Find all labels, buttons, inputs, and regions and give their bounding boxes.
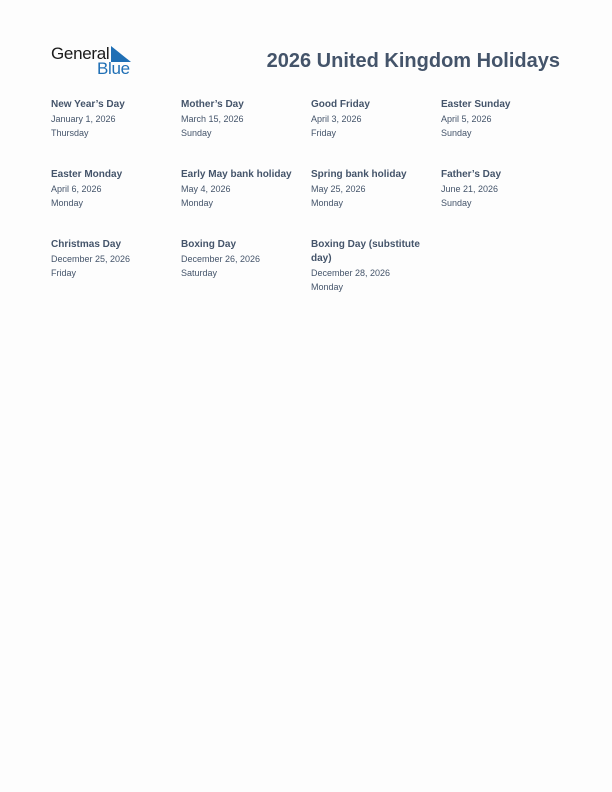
holiday-weekday: Friday [51, 268, 77, 278]
logo-word-blue: Blue [97, 59, 130, 78]
holiday-weekday: Thursday [51, 128, 89, 138]
holiday-date: May 25, 2026 [311, 184, 366, 194]
holiday-name: Boxing Day [181, 239, 237, 250]
holiday-item [311, 98, 433, 140]
holiday-name: Early May bank holiday [181, 169, 292, 180]
holiday-item [311, 168, 433, 210]
holiday-weekday: Monday [311, 198, 344, 208]
generalblue-logo [51, 44, 133, 78]
holiday-name: Christmas Day [51, 239, 122, 250]
holiday-date: January 1, 2026 [51, 114, 116, 124]
holiday-date: April 3, 2026 [311, 114, 362, 124]
holiday-item [181, 238, 303, 280]
holiday-name: Boxing Day (substitute day) [311, 239, 420, 264]
holiday-weekday: Monday [51, 198, 84, 208]
holiday-weekday: Saturday [181, 268, 218, 278]
holiday-name: New Year’s Day [51, 99, 125, 110]
holiday-weekday: Sunday [181, 128, 212, 138]
holiday-date: December 28, 2026 [311, 268, 391, 278]
holiday-date: June 21, 2026 [441, 184, 499, 194]
holiday-weekday: Monday [181, 198, 214, 208]
holiday-date: March 15, 2026 [181, 114, 244, 124]
holiday-weekday: Sunday [441, 128, 472, 138]
holiday-date: December 26, 2026 [181, 254, 261, 264]
holiday-date: April 5, 2026 [441, 114, 492, 124]
holiday-weekday: Monday [311, 282, 344, 292]
holiday-name: Spring bank holiday [311, 169, 407, 180]
logo-word-general: General [51, 44, 110, 63]
page-title: 2026 United Kingdom Holidays [266, 50, 560, 72]
holiday-date: April 6, 2026 [51, 184, 102, 194]
holiday-item [181, 98, 303, 140]
holiday-item [441, 168, 563, 210]
holiday-item [51, 98, 173, 140]
holiday-name: Father’s Day [441, 169, 502, 180]
holiday-name: Easter Sunday [441, 99, 511, 110]
holiday-item [441, 98, 563, 140]
holiday-item [181, 168, 303, 210]
holiday-weekday: Friday [311, 128, 337, 138]
holiday-date: May 4, 2026 [181, 184, 231, 194]
holiday-name: Mother’s Day [181, 99, 244, 110]
holiday-item [51, 168, 173, 210]
holiday-item [311, 238, 433, 294]
holiday-item [51, 238, 173, 280]
holiday-weekday: Sunday [441, 198, 472, 208]
holiday-date: December 25, 2026 [51, 254, 131, 264]
holiday-name: Good Friday [311, 99, 370, 110]
holiday-name: Easter Monday [51, 169, 123, 180]
